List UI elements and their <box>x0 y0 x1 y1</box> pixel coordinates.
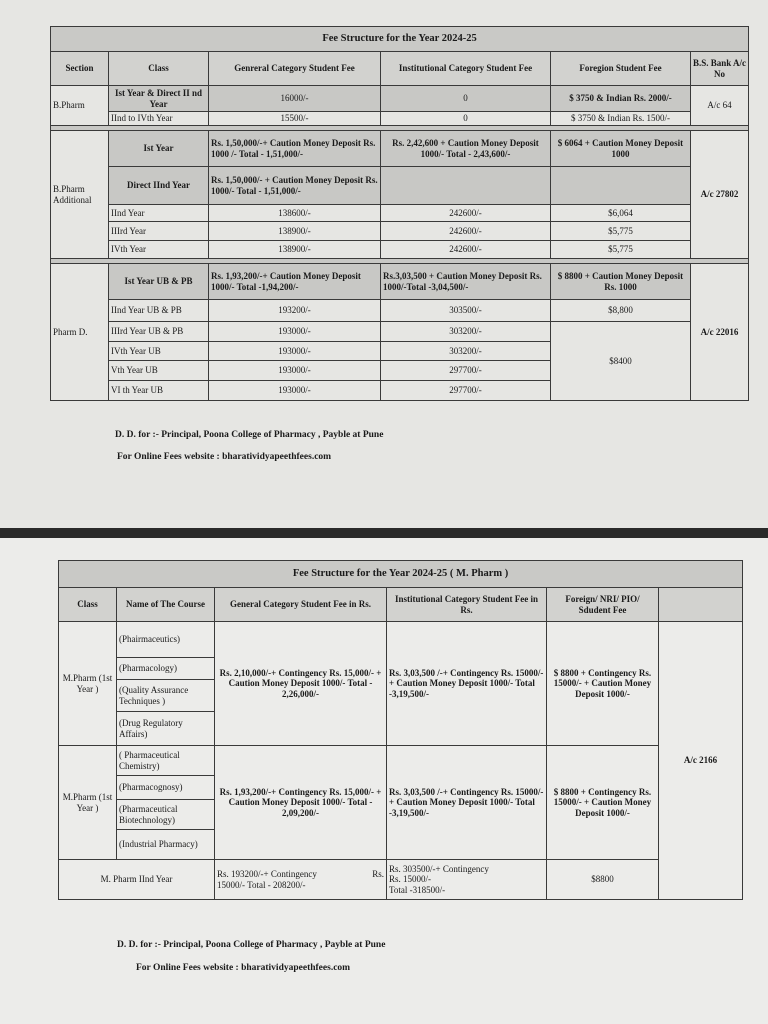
course-item: (Quality Assurance Techniques ) <box>117 680 215 712</box>
header-account <box>659 588 743 622</box>
header-bank: B.S. Bank A/c No <box>691 52 749 86</box>
section-bpharm-additional: B.Pharm Additional <box>51 131 109 259</box>
header-institutional: Institutional Category Student Fee in Rs. <box>387 588 547 622</box>
institutional-fee: 303200/- <box>381 342 551 361</box>
foreign-fee <box>551 167 691 205</box>
institutional-fee: 0 <box>381 112 551 126</box>
institutional-fee: Rs. 2,42,600 + Caution Money Deposit 1000/- Total - 2,43,600/- <box>381 131 551 167</box>
general-fee-part: Rs. 193200/-+ Contingency <box>217 869 317 880</box>
institutional-fee: 242600/- <box>381 222 551 241</box>
header-class: Class <box>59 588 117 622</box>
header-course: Name of The Course <box>117 588 215 622</box>
institutional-fee: 297700/- <box>381 381 551 401</box>
header-section: Section <box>51 52 109 86</box>
class-cell: Direct IInd Year <box>109 167 209 205</box>
header-foreign: Foregion Student Fee <box>551 52 691 86</box>
fee-sheet-mpharm <box>0 538 768 1024</box>
account-bpharm-additional: A/c 27802 <box>691 131 749 259</box>
header-general: Genreral Category Student Fee <box>209 52 381 86</box>
foreign-fee: $ 3750 & Indian Rs. 1500/- <box>551 112 691 126</box>
course-item: (Drug Regulatory Affairs) <box>117 712 215 746</box>
foreign-fee-2nd: $8800 <box>547 860 659 900</box>
foreign-fee: $5,775 <box>551 241 691 259</box>
foreign-fee: $8,800 <box>551 300 691 322</box>
general-fee: 193000/- <box>209 322 381 342</box>
class-cell: Vth Year UB <box>109 361 209 381</box>
class-cell: IIIrd Year UB & PB <box>109 322 209 342</box>
general-fee: 193000/- <box>209 361 381 381</box>
institutional-fee-part: Rs. 303500/-+ Contingency <box>389 863 489 874</box>
general-fee: 138900/- <box>209 241 381 259</box>
general-fee: Rs. 1,50,000/- + Caution Money Deposit Rs. 1000/- Total - 1,51,000/- <box>209 167 381 205</box>
institutional-fee-2nd <box>387 860 547 900</box>
class-cell: IInd Year UB & PB <box>109 300 209 322</box>
general-fee: 15500/- <box>209 112 381 126</box>
institutional-fee: Rs. 3,03,500 /-+ Contingency Rs. 15000/-+ Caution Money Deposit 1000/- Total -3,19,500/- <box>387 746 547 860</box>
general-fee-part: 15000/- Total - 208200/- <box>217 879 306 890</box>
account-mpharm: A/c 2166 <box>659 622 743 900</box>
course-item: (Industrial Pharmacy) <box>117 830 215 860</box>
course-item: (Pharmacognosy) <box>117 776 215 800</box>
institutional-fee-part: Total -318500/- <box>389 884 446 895</box>
fee-table-bpharm <box>50 26 749 401</box>
section-pharmd: Pharm D. <box>51 264 109 401</box>
class-cell: Ist Year <box>109 131 209 167</box>
dd-note: D. D. for :- Principal, Poona College of Pharmacy , Payble at Pune <box>115 430 384 440</box>
institutional-fee: 303200/- <box>381 322 551 342</box>
foreign-fee: $6,064 <box>551 205 691 222</box>
class-cell: IInd to IVth Year <box>109 112 209 126</box>
general-fee: 193000/- <box>209 381 381 401</box>
class-mpharm-2: M.Pharm (1st Year ) <box>59 746 117 860</box>
general-fee: Rs. 1,93,200/-+ Contingency Rs. 15,000/- + Caution Money Deposit 1000/- Total - 2,09,200/- <box>215 746 387 860</box>
course-item: ( Pharmaceutical Chemistry) <box>117 746 215 776</box>
dd-note: D. D. for :- Principal, Poona College of Pharmacy , Payble at Pune <box>117 940 386 950</box>
general-fee-2nd <box>215 860 387 900</box>
general-fee: Rs. 2,10,000/-+ Contingency Rs. 15,000/- + Caution Money Deposit 1000/- Total - 2,26,000/- <box>215 622 387 746</box>
class-cell: VI th Year UB <box>109 381 209 401</box>
class-cell: IVth Year UB <box>109 342 209 361</box>
institutional-fee-part: Rs. 15000/- <box>389 874 432 885</box>
course-item: (Pharmacology) <box>117 658 215 680</box>
header-institutional: Institutional Category Student Fee <box>381 52 551 86</box>
class-cell: Ist Year & Direct II nd Year <box>109 86 209 112</box>
header-class: Class <box>109 52 209 86</box>
institutional-fee: Rs.3,03,500 + Caution Money Deposit Rs. 1000/-Total -3,04,500/- <box>381 264 551 300</box>
website-note: For Online Fees website : bharatividyapeethfees.com <box>117 452 332 462</box>
foreign-fee-merged: $8400 <box>551 322 691 401</box>
general-fee: 193200/- <box>209 300 381 322</box>
general-fee: 193000/- <box>209 342 381 361</box>
institutional-fee: 242600/- <box>381 241 551 259</box>
class-cell: IIIrd Year <box>109 222 209 241</box>
institutional-fee: Rs. 3,03,500 /-+ Contingency Rs. 15000/-+ Caution Money Deposit 1000/- Total -3,19,500/- <box>387 622 547 746</box>
class-cell: IVth Year <box>109 241 209 259</box>
table-title: Fee Structure for the Year 2024-25 <box>51 27 749 52</box>
foreign-fee: $ 6064 + Caution Money Deposit 1000 <box>551 131 691 167</box>
section-bpharm: B.Pharm <box>51 86 109 126</box>
account-pharmd: A/c 22016 <box>691 264 749 401</box>
table-title: Fee Structure for the Year 2024-25 ( M. Pharm ) <box>59 561 743 588</box>
class-mpharm-2nd: M. Pharm IInd Year <box>59 860 215 900</box>
class-mpharm-1: M.Pharm (1st Year ) <box>59 622 117 746</box>
institutional-fee: 303500/- <box>381 300 551 322</box>
general-fee: Rs. 1,50,000/-+ Caution Money Deposit Rs. 1000 /- Total - 1,51,000/- <box>209 131 381 167</box>
course-item: (Pharmaceutical Biotechnology) <box>117 800 215 830</box>
general-fee: 16000/- <box>209 86 381 112</box>
institutional-fee: 297700/- <box>381 361 551 381</box>
account-bpharm: A/c 64 <box>691 86 749 126</box>
foreign-fee: $ 8800 + Contingency Rs. 15000/- + Caution Money Deposit 1000/- <box>547 622 659 746</box>
class-cell: IInd Year <box>109 205 209 222</box>
foreign-fee: $5,775 <box>551 222 691 241</box>
general-fee: Rs. 1,93,200/-+ Caution Money Deposit 1000/- Total -1,94,200/- <box>209 264 381 300</box>
foreign-fee: $ 8800 + Caution Money Deposit Rs. 1000 <box>551 264 691 300</box>
website-note: For Online Fees website : bharatividyapeethfees.com <box>136 963 351 973</box>
institutional-fee <box>381 167 551 205</box>
foreign-fee: $ 3750 & Indian Rs. 2000/- <box>551 86 691 112</box>
class-cell: Ist Year UB & PB <box>109 264 209 300</box>
general-fee: 138900/- <box>209 222 381 241</box>
foreign-fee: $ 8800 + Contingency Rs. 15000/- + Caution Money Deposit 1000/- <box>547 746 659 860</box>
general-fee: 138600/- <box>209 205 381 222</box>
header-general: General Category Student Fee in Rs. <box>215 588 387 622</box>
course-item: (Phairmaceutics) <box>117 622 215 658</box>
general-fee-part: Rs. <box>372 869 384 880</box>
institutional-fee: 242600/- <box>381 205 551 222</box>
header-foreign: Foreign/ NRI/ PIO/ Sdudent Fee <box>547 588 659 622</box>
fee-table-mpharm <box>58 560 743 900</box>
institutional-fee: 0 <box>381 86 551 112</box>
